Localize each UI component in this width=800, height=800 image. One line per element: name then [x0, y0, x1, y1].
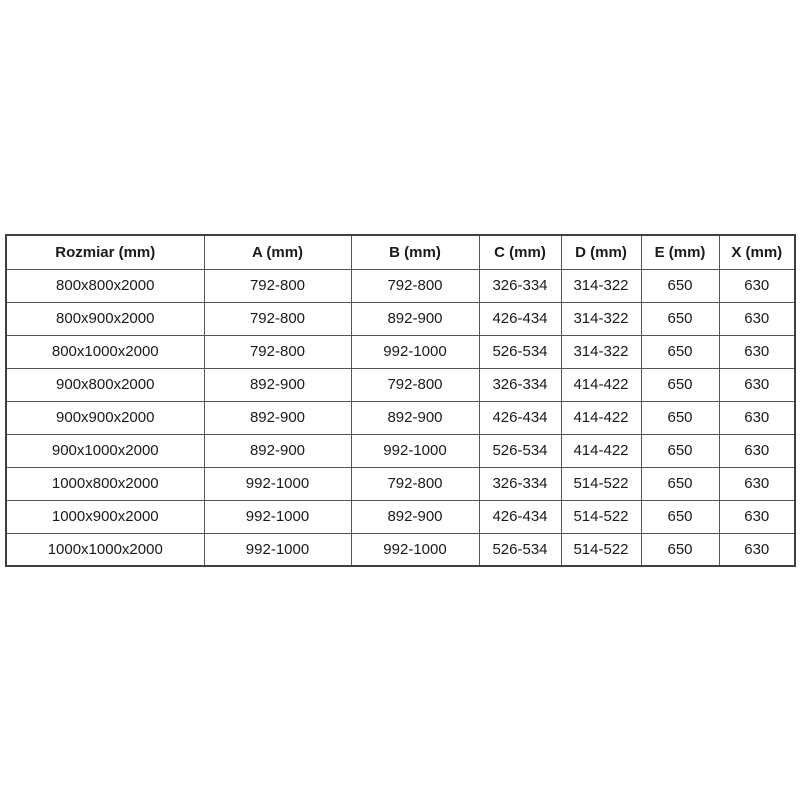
value-cell: 630 [719, 269, 795, 302]
value-cell: 992-1000 [204, 533, 351, 566]
value-cell: 630 [719, 467, 795, 500]
column-header: D (mm) [561, 235, 641, 269]
value-cell: 326-334 [479, 269, 561, 302]
table-row [6, 368, 795, 401]
column-header: E (mm) [641, 235, 719, 269]
value-cell: 792-800 [351, 269, 479, 302]
table-row [6, 302, 795, 335]
size-cell: 1000x800x2000 [6, 467, 204, 500]
value-cell: 426-434 [479, 500, 561, 533]
value-cell: 892-900 [204, 368, 351, 401]
value-cell: 650 [641, 335, 719, 368]
column-header: B (mm) [351, 235, 479, 269]
value-cell: 514-522 [561, 467, 641, 500]
value-cell: 526-534 [479, 434, 561, 467]
size-cell: 900x1000x2000 [6, 434, 204, 467]
value-cell: 650 [641, 302, 719, 335]
column-header: Rozmiar (mm) [6, 235, 204, 269]
header-row [6, 235, 795, 269]
value-cell: 514-522 [561, 533, 641, 566]
value-cell: 630 [719, 302, 795, 335]
value-cell: 650 [641, 500, 719, 533]
table-row [6, 335, 795, 368]
column-header: X (mm) [719, 235, 795, 269]
value-cell: 630 [719, 434, 795, 467]
value-cell: 892-900 [204, 401, 351, 434]
column-header: C (mm) [479, 235, 561, 269]
size-cell: 900x900x2000 [6, 401, 204, 434]
value-cell: 314-322 [561, 269, 641, 302]
value-cell: 630 [719, 533, 795, 566]
value-cell: 892-900 [351, 401, 479, 434]
value-cell: 414-422 [561, 434, 641, 467]
table-body [6, 269, 795, 566]
table-row [6, 269, 795, 302]
size-cell: 1000x900x2000 [6, 500, 204, 533]
table-row [6, 533, 795, 566]
value-cell: 792-800 [204, 269, 351, 302]
table-row [6, 467, 795, 500]
value-cell: 414-422 [561, 401, 641, 434]
value-cell: 892-900 [351, 302, 479, 335]
value-cell: 314-322 [561, 302, 641, 335]
table-row [6, 401, 795, 434]
value-cell: 650 [641, 533, 719, 566]
value-cell: 650 [641, 269, 719, 302]
value-cell: 630 [719, 500, 795, 533]
value-cell: 650 [641, 434, 719, 467]
value-cell: 992-1000 [351, 335, 479, 368]
dimensions-spec-table [5, 234, 796, 567]
value-cell: 414-422 [561, 368, 641, 401]
value-cell: 630 [719, 368, 795, 401]
size-cell: 800x800x2000 [6, 269, 204, 302]
size-cell: 800x900x2000 [6, 302, 204, 335]
value-cell: 326-334 [479, 467, 561, 500]
value-cell: 526-534 [479, 533, 561, 566]
value-cell: 426-434 [479, 401, 561, 434]
value-cell: 992-1000 [351, 434, 479, 467]
value-cell: 630 [719, 335, 795, 368]
value-cell: 892-900 [351, 500, 479, 533]
size-cell: 1000x1000x2000 [6, 533, 204, 566]
value-cell: 426-434 [479, 302, 561, 335]
value-cell: 792-800 [351, 368, 479, 401]
value-cell: 514-522 [561, 500, 641, 533]
value-cell: 630 [719, 401, 795, 434]
value-cell: 992-1000 [204, 467, 351, 500]
value-cell: 792-800 [204, 335, 351, 368]
value-cell: 650 [641, 467, 719, 500]
dimensions-table-container [5, 234, 795, 567]
value-cell: 650 [641, 401, 719, 434]
column-header: A (mm) [204, 235, 351, 269]
value-cell: 792-800 [351, 467, 479, 500]
size-cell: 800x1000x2000 [6, 335, 204, 368]
table-row [6, 434, 795, 467]
size-cell: 900x800x2000 [6, 368, 204, 401]
value-cell: 792-800 [204, 302, 351, 335]
value-cell: 314-322 [561, 335, 641, 368]
value-cell: 992-1000 [351, 533, 479, 566]
value-cell: 892-900 [204, 434, 351, 467]
value-cell: 526-534 [479, 335, 561, 368]
value-cell: 992-1000 [204, 500, 351, 533]
value-cell: 326-334 [479, 368, 561, 401]
table-row [6, 500, 795, 533]
value-cell: 650 [641, 368, 719, 401]
